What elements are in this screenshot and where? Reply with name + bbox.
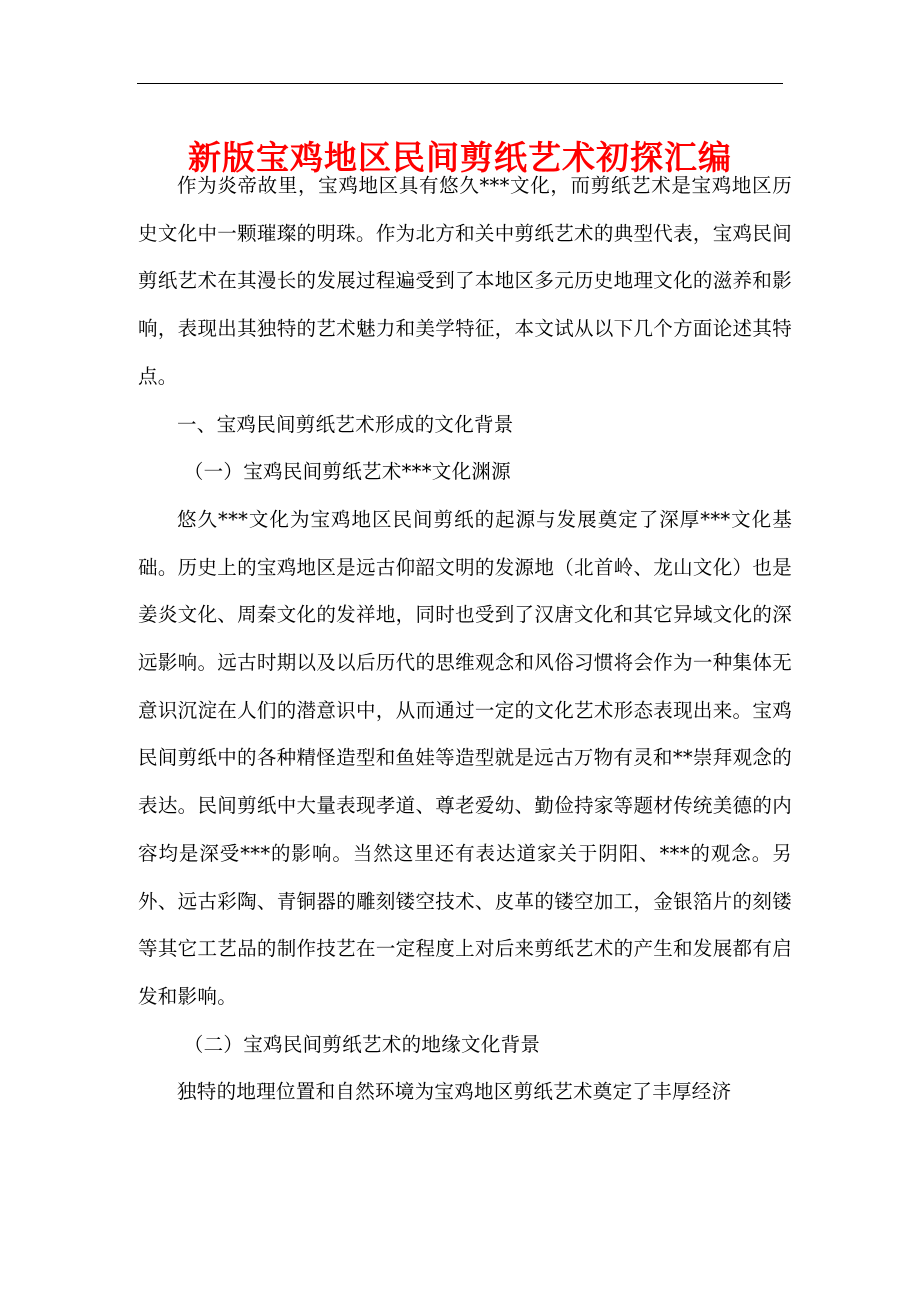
document-title: 新版宝鸡地区民间剪纸艺术初探汇编	[188, 138, 732, 178]
subsection-1-paragraph: 悠久***文化为宝鸡地区民间剪纸的起源与发展奠定了深厚***文化基础。历史上的宝鸡地区是远古仰韶文明的发源地（北首岭、龙山文化）也是姜炎文化、周秦文化的发祥地，同时也受到了汉唐文化和其它异域文化的深远影响。远古时期以及以后历代的思维观念和风俗习惯将会作为一种集体无意识沉淀在人们的潜意识中，从而通过一定的文化艺术形态表现出来。宝鸡民间剪纸中的各种精怪造型和鱼娃等造型就是远古万物有灵和**崇拜观念的表达。民间剪纸中大量表现孝道、尊老爱幼、勤俭持家等题材传统美德的内容均是深受***的影响。当然这里还有表达道家关于阴阳、***的观念。另外、远古彩陶、青铜器的雕刻镂空技术、皮革的镂空加工，金银箔片的刻镂等其它工艺品的制作技艺在一定程度上对后来剪纸艺术的产生和发展都有启发和影响。	[138, 507, 793, 1008]
document-body	[138, 162, 792, 1116]
intro-paragraph: 作为炎帝故里，宝鸡地区具有悠久***文化，而剪纸艺术是宝鸡地区历史文化中一颗璀璨的明珠。作为北方和关中剪纸艺术的典型代表，宝鸡民间剪纸艺术在其漫长的发展过程遍受到了本地区多元历史地理文化的滋养和影响，表现出其独特的艺术魅力和美学特征，本文试从以下几个方面论述其特点。	[138, 174, 792, 388]
subsection-1-heading: （一）宝鸡民间剪纸艺术***文化渊源	[183, 460, 511, 484]
subsection-2-heading: （二）宝鸡民间剪纸艺术的地缘文化背景	[183, 1032, 541, 1056]
subsection-2-paragraph: 独特的地理位置和自然环境为宝鸡地区剪纸艺术奠定了丰厚经济	[177, 1080, 732, 1104]
header-rule	[137, 83, 783, 84]
section-1-heading: 一、宝鸡民间剪纸艺术形成的文化背景	[177, 412, 514, 436]
